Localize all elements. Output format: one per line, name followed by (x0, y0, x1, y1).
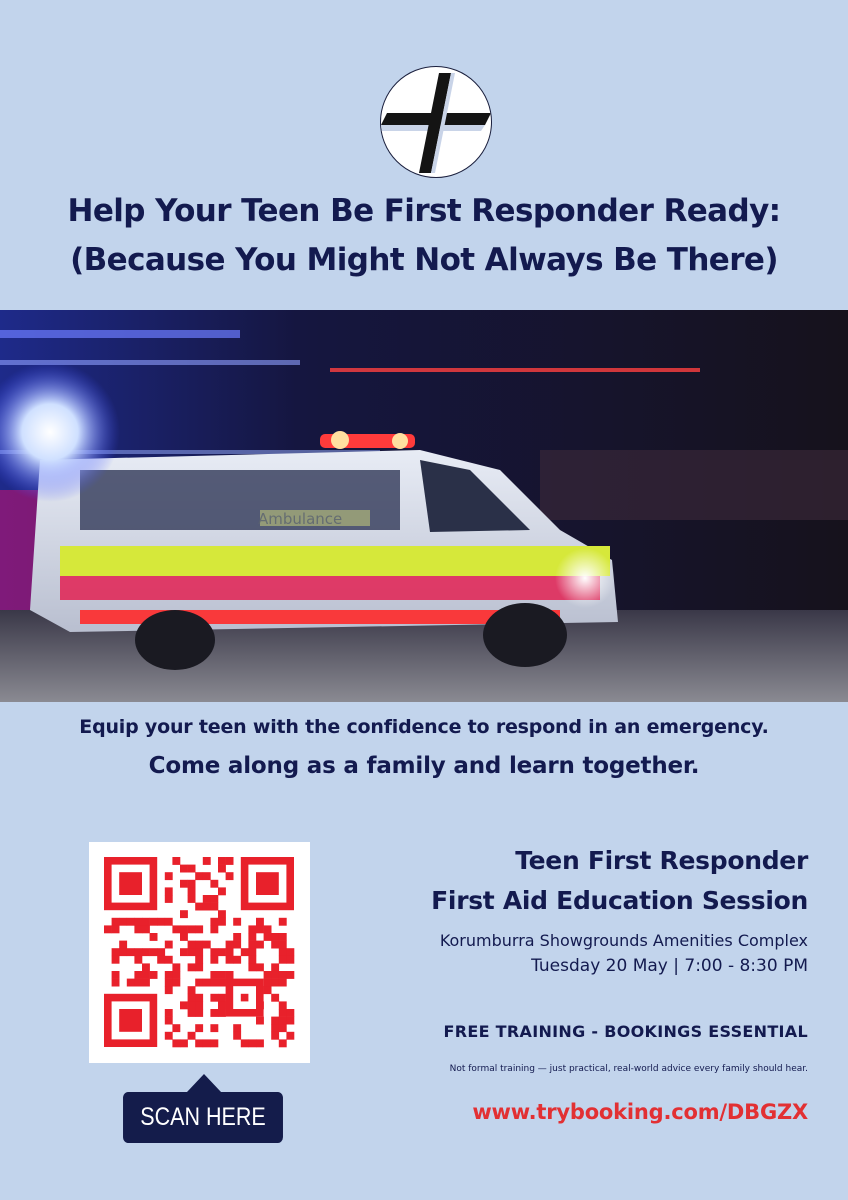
logo-cross-icon (380, 66, 492, 178)
booking-link[interactable]: www.trybooking.com/DBGZX (472, 1100, 808, 1124)
pricing-notice: FREE TRAINING - BOOKINGS ESSENTIAL (443, 1022, 808, 1041)
headline-line-1: Help Your Teen Be First Responder Ready: (67, 193, 781, 229)
scan-arrow-icon (187, 1074, 221, 1092)
tagline-line-2: Come along as a family and learn together. (148, 753, 700, 779)
headline-line-2: (Because You Might Not Always Be There) (70, 242, 778, 278)
event-title-line-2: First Aid Education Session (431, 886, 808, 915)
hero-vehicle-text: Ambulance (258, 510, 343, 528)
event-datetime: Tuesday 20 May | 7:00 - 8:30 PM (531, 956, 808, 976)
event-venue: Korumburra Showgrounds Amenities Complex (439, 931, 808, 950)
tagline-line-1: Equip your teen with the confidence to respond in an emergency. (79, 716, 769, 738)
disclaimer-note: Not formal training — just practical, real-world advice every family should hear. (449, 1064, 808, 1074)
booking-qr-code[interactable] (89, 842, 310, 1063)
hero-ambulance-image (0, 310, 848, 702)
scan-here-button[interactable]: SCAN HERE (123, 1092, 283, 1143)
event-title-line-1: Teen First Responder (515, 846, 808, 875)
